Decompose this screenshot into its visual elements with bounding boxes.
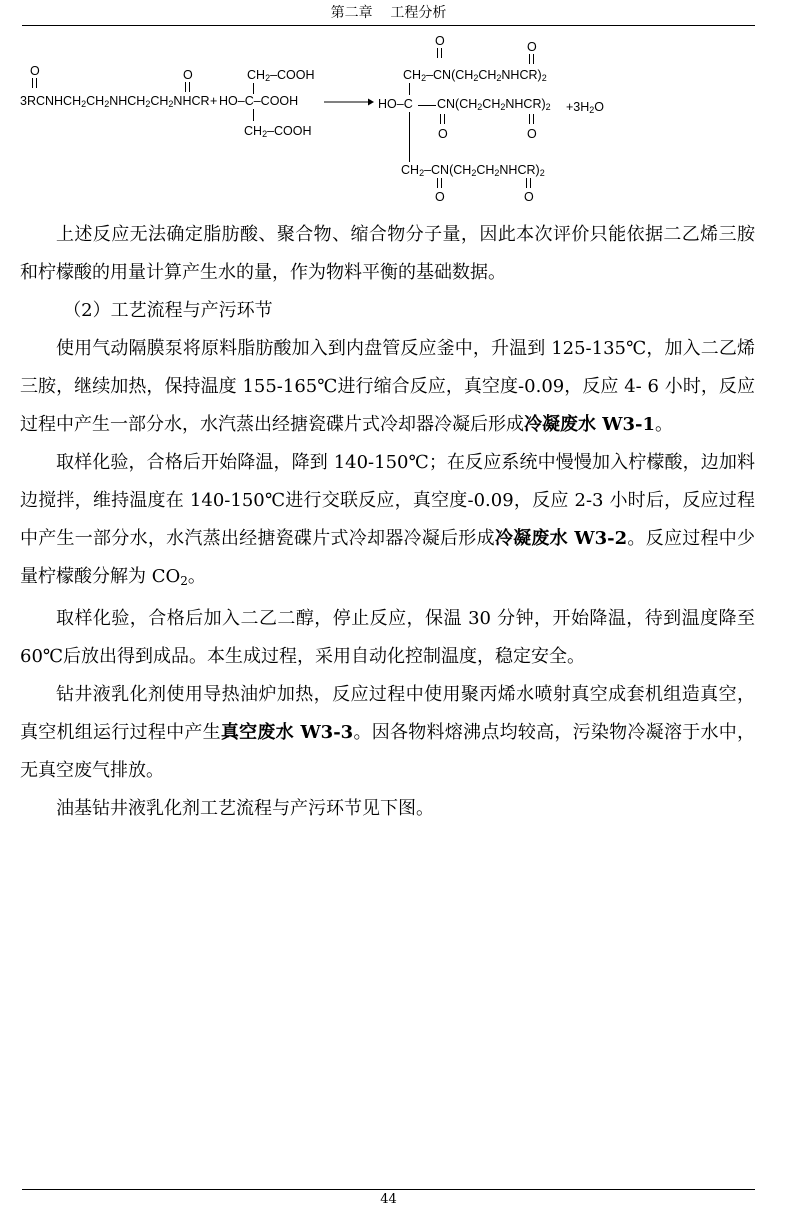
product-top: $CH_2-CN(CH_2CH_2NHCR)_2$	[403, 68, 547, 83]
oxygen-label: O	[524, 190, 534, 204]
reaction-equation	[18, 30, 618, 210]
water-product: $+3H_2O$	[566, 100, 605, 115]
double-bond	[529, 114, 534, 124]
paragraph-6: 钻井液乳化剂使用导热油炉加热，反应过程中使用聚丙烯水喷射真空成套机组造真空，真空机组运行过程中产生真空废水 W3-3。因各物料熔沸点均较高，污染物冷凝溶于水中，无真空废气排放。	[20, 684, 755, 781]
highlight-w3-2: 冷凝废水 W3-2	[494, 528, 628, 549]
citric-top: $CH_2$–COOH	[247, 68, 315, 83]
bond-line	[253, 83, 254, 94]
oxygen-label: O	[183, 68, 193, 82]
page-header	[22, 4, 755, 22]
product-ho: HO–C	[378, 97, 413, 111]
oxygen-label: O	[438, 127, 448, 141]
citric-mid: HO–C–COOH	[219, 94, 299, 108]
double-bond	[437, 48, 442, 58]
paragraph-3: 使用气动隔膜泵将原料脂肪酸加入到内盘管反应釜中，升温到 125-135℃，加入二乙烯三胺，继续加热，保持温度 155-165℃进行缩合反应，真空度-0.09，反应 4- 6 小时，反应过程中产生一部分水，水汽蒸出经搪瓷碟片式冷却器冷凝后形成冷凝废水 W3-1。	[20, 338, 755, 435]
citric-bot: $CH_2$–COOH	[244, 124, 312, 139]
double-bond	[440, 114, 445, 124]
paragraph-1: 上述反应无法确定脂肪酸、聚合物、缩合物分子量，因此本次评价只能依据二乙烯三胺和柠檬酸的用量计算产生水的量，作为物料平衡的基础数据。	[20, 224, 755, 283]
double-bond	[526, 178, 531, 188]
chapter-label: 第二章	[330, 5, 373, 21]
bond-line	[409, 83, 410, 95]
bond-line	[409, 112, 410, 162]
oxygen-label: O	[435, 190, 445, 204]
bond-line	[253, 109, 254, 121]
double-bond	[32, 78, 37, 88]
double-bond	[529, 54, 534, 64]
plus-sign: +	[210, 94, 218, 108]
bond-line	[418, 105, 436, 106]
section-label: 工程分析	[390, 5, 447, 21]
highlight-w3-1: 冷凝废水 W3-1	[524, 414, 656, 435]
product-mid: $CN(CH_2CH_2NHCR)_2$	[437, 97, 551, 112]
product-bot: $CH_2-CN(CH_2CH_2NHCR)_2$	[401, 163, 545, 178]
reactant-amide: $3RCNHCH_2CH_2NHCH_2CH_2NHCR$	[20, 94, 210, 109]
double-bond	[185, 82, 190, 92]
header-rule	[22, 25, 755, 26]
oxygen-label: O	[435, 34, 445, 48]
section-heading: （2）工艺流程与产污环节	[63, 300, 273, 321]
footer-rule	[22, 1189, 755, 1190]
oxygen-label: O	[527, 40, 537, 54]
oxygen-label: O	[30, 64, 40, 78]
paragraph-5: 取样化验，合格后加入二乙二醇，停止反应，保温 30 分钟，开始降温，待到温度降至 60℃后放出得到成品。本生成过程，采用自动化控制温度，稳定安全。	[20, 608, 755, 667]
double-bond	[437, 178, 442, 188]
page-number: 44	[380, 1192, 397, 1207]
oxygen-label: O	[527, 127, 537, 141]
paragraph-7: 油基钻井液乳化剂工艺流程与产污环节见下图。	[56, 798, 434, 819]
body-text	[20, 216, 755, 828]
highlight-w3-3: 真空废水 W3-3	[220, 722, 354, 743]
reaction-arrow-icon	[324, 97, 374, 107]
paragraph-4: 取样化验，合格后开始降温，降到 140-150℃；在反应系统中慢慢加入柠檬酸，边加料边搅拌，维持温度在 140-150℃进行交联反应，真空度-0.09，反应 2-3 小时后，反应过程中产生一部分水，水汽蒸出经搪瓷碟片式冷却器冷凝后形成冷凝废水 W3-2。反应过程中少量柠檬酸分解为 $CO_2$。	[20, 452, 756, 588]
